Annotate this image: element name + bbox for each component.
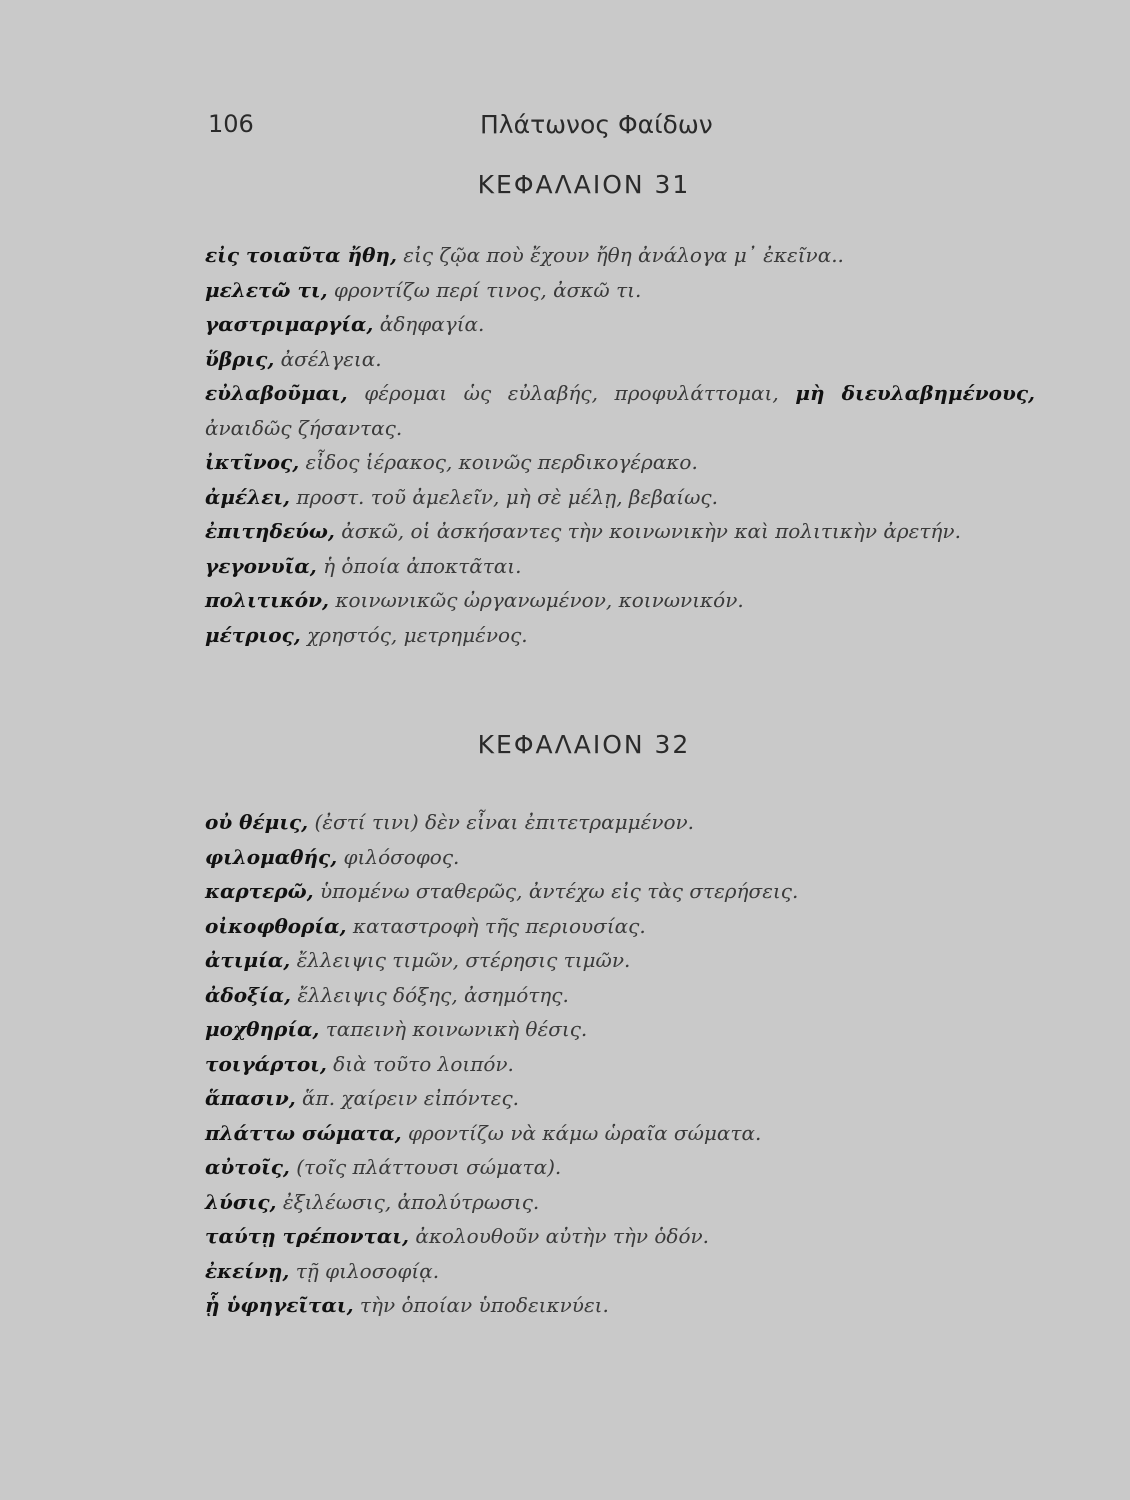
entry-gloss-secondary: ἀναιδῶς ζήσαντας. [205,415,403,440]
glossary-entry [205,909,1035,944]
glossary-entry [205,1116,1035,1151]
entry-term: ἀδοξία, [205,982,291,1007]
glossary-entry [205,480,1035,515]
glossary-entry [205,1219,1035,1254]
glossary-entry [205,874,1035,909]
entry-term: ὕβρις, [205,346,275,371]
glossary-entry [205,1150,1035,1185]
glossary-entry [205,805,1035,840]
entry-gloss: ἀσέλγεια. [280,346,382,371]
entry-term: φιλομαθής, [205,844,338,869]
chapter-heading-31: ΚΕΦΑΛΑΙΟΝ 31 [477,170,691,199]
glossary-entry [205,1012,1035,1047]
glossary-entry [205,445,1035,480]
entry-gloss: φιλόσοφος. [343,844,460,869]
entry-gloss: τὴν ὁποίαν ὑποδεικνύει. [359,1293,609,1317]
glossary-entry [205,376,1035,445]
glossary-entry [205,583,1035,618]
entry-term: ἅπασιν, [205,1086,296,1110]
glossary-entry [205,307,1035,342]
entry-gloss: ἅπ. χαίρειν εἰπόντες. [302,1086,519,1110]
glossary-entry [205,342,1035,377]
entry-term-secondary: μὴ διευλαβημένους, [795,381,1036,405]
entry-term: ἐπιτηδεύω, [205,519,335,543]
entry-gloss: ταπεινὴ κοινωνικὴ θέσις. [325,1017,588,1041]
entry-term: τοιγάρτοι, [205,1051,327,1076]
entry-term: καρτερῶ, [205,879,314,903]
entry-term: μελετῶ τι, [205,277,328,302]
glossary-list-31 [205,238,1035,652]
entry-term: μοχθηρία, [205,1017,320,1041]
entry-gloss: φροντίζω περί τινος, ἀσκῶ τι. [333,277,642,302]
entry-gloss: κοινωνικῶς ὠργανωμένον, κοινωνικόν. [335,588,744,612]
entry-gloss: εἶδος ἱέρακος, κοινῶς περδικογέρακο. [305,450,698,474]
entry-term: εἰς τοιαῦτα ἤθη, [205,243,397,267]
entry-term: ἀμέλει, [205,484,291,509]
entry-gloss: διὰ τοῦτο λοιπόν. [333,1051,514,1076]
entry-gloss: εἰς ζῷα ποὺ ἔχουν ἤθη ἀνάλογα μ᾽ ἐκεῖνα.. [403,243,844,267]
entry-term: ταύτῃ τρέπονται, [205,1224,409,1248]
entry-term: ᾗ ὑφηγεῖται, [205,1293,354,1317]
entry-term: γαστριμαργία, [205,312,374,336]
glossary-entry [205,549,1035,584]
entry-gloss: χρηστός, μετρημένος. [307,622,528,647]
entry-term: πλάττω σώματα, [205,1120,402,1145]
entry-gloss: ἐξιλέωσις, ἀπολύτρωσις. [282,1189,540,1214]
entry-gloss: (τοῖς πλάττουσι σώματα). [296,1155,562,1179]
glossary-entry [205,514,1035,549]
entry-gloss: ἀκολουθοῦν αὐτὴν τὴν ὁδόν. [415,1224,710,1248]
entry-gloss: (ἐστί τινι) δὲν εἶναι ἐπιτετραμμένον. [314,810,695,834]
glossary-entry [205,1185,1035,1220]
entry-term: οὐ θέμις, [205,810,309,834]
entry-term: αὐτοῖς, [205,1155,290,1179]
entry-term: λύσις, [205,1189,277,1214]
entry-term: ἀτιμία, [205,948,291,972]
entry-gloss: φροντίζω νὰ κάμω ὡραῖα σώματα. [407,1120,762,1145]
glossary-entry [205,1288,1035,1323]
entry-gloss: ἀσκῶ, οἱ ἀσκήσαντες τὴν κοινωνικὴν καὶ πολιτικὴν ἀρετήν. [341,519,961,543]
entry-term: γεγονυῖα, [205,553,317,578]
page-header [0,110,1130,144]
entry-gloss: προστ. τοῦ ἀμελεῖν, μὴ σὲ μέλῃ, βεβαίως. [296,484,718,509]
glossary-entry [205,238,1035,273]
entry-gloss: ἀδηφαγία. [379,312,485,336]
glossary-entry [205,273,1035,308]
glossary-entry [205,840,1035,875]
entry-gloss: ἔλλειψις δόξης, ἀσημότης. [297,982,569,1007]
entry-term: ἰκτῖνος, [205,450,300,474]
entry-gloss: ὑπομένω σταθερῶς, ἀντέχω εἰς τὰς στερήσεις. [319,879,799,903]
page-number: 106 [208,110,254,138]
entry-term: εὐλαβοῦμαι, [205,381,348,405]
entry-term: οἰκοφθορία, [205,913,347,938]
running-title: Πλάτωνος Φαίδων [480,110,713,139]
entry-term: πολιτικόν, [205,588,329,612]
glossary-entry [205,618,1035,653]
entry-gloss: φέρομαι ὡς εὐλαβής, προφυλάττομαι, [364,381,779,405]
glossary-entry [205,978,1035,1013]
chapter-heading-32: ΚΕΦΑΛΑΙΟΝ 32 [477,730,691,759]
glossary-entry [205,1047,1035,1082]
glossary-entry [205,1081,1035,1116]
entry-term: ἐκείνῃ, [205,1258,290,1283]
glossary-list-32 [205,805,1035,1323]
entry-term: μέτριος, [205,622,301,647]
glossary-entry [205,943,1035,978]
glossary-entry [205,1254,1035,1289]
entry-gloss: καταστροφὴ τῆς περιουσίας. [352,913,646,938]
entry-gloss: ἡ ὁποία ἀποκτᾶται. [323,553,522,578]
entry-gloss: τῇ φιλοσοφίᾳ. [295,1258,440,1283]
entry-gloss: ἔλλειψις τιμῶν, στέρησις τιμῶν. [296,948,631,972]
